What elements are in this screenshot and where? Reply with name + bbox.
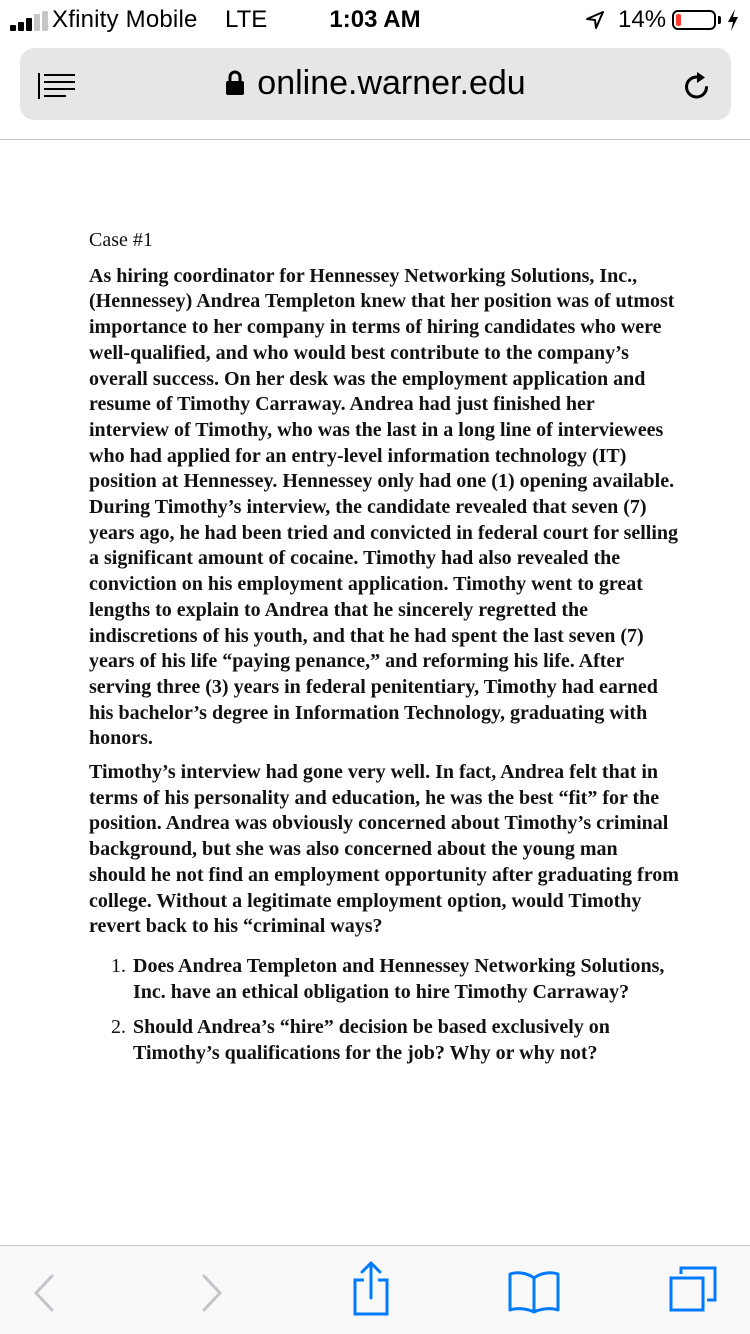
case-title: Case #1 [89,229,153,251]
battery-level-fill [676,14,681,26]
network-type: LTE [225,6,268,33]
battery-cap [718,16,721,24]
tabs-icon [667,1264,719,1314]
url-field[interactable] [20,64,731,103]
clock: 1:03 AM [329,6,421,33]
location-arrow-icon [585,10,605,30]
tabs-button[interactable] [653,1246,733,1334]
bottom-toolbar [0,1246,750,1334]
book-icon [508,1270,560,1314]
question-text: Should Andrea’s “hire” decision be based exclusively on Timothy’s qualifications for the job? Why or why not? [133,1016,610,1065]
back-button[interactable] [4,1246,84,1334]
document-content [89,228,679,1077]
question-item [89,1015,679,1066]
question-list [89,954,679,1067]
charging-bolt-icon [726,8,740,32]
question-item [89,954,679,1005]
lock-icon [225,66,245,92]
address-bar[interactable] [20,48,731,120]
reload-icon[interactable] [681,70,713,102]
bookmarks-button[interactable] [494,1246,574,1334]
chevron-right-icon [200,1274,224,1312]
url-text: online.warner.edu [257,64,526,102]
forward-button[interactable] [172,1246,252,1334]
question-text: Does Andrea Templeton and Hennessey Networking Solutions, Inc. have an ethical obligation to hire Timothy Carraway? [133,954,665,1003]
status-bar [0,0,750,40]
battery-icon [672,10,716,30]
share-button[interactable] [331,1246,411,1334]
share-icon [351,1260,391,1316]
case-paragraph: Timothy’s interview had gone very well. In fact, Andrea felt that in terms of his personality and education, he was the best “fit” for the position. Andrea was obviously concerned about Timothy’s criminal background, but she was also concerned about the young man should he not find an employment opportunity after graduating from college. Without a legitimate employment option, would Timothy revert back to his “criminal ways? [89,761,679,938]
chevron-left-icon [32,1274,56,1312]
battery-percentage: 14% [618,6,667,33]
case-paragraph: As hiring coordinator for Hennessey Networking Solutions, Inc., (Hennessey) Andrea Templeton knew that her position was of utmost importance to her company in terms of hiring candidates who were well-qualified, and who would best contribute to the company’s overall success. On her desk was the employment application and resume of Timothy Carraway. Andrea had just finished her interview of Timothy, who was the last in a long line of interviewees who had applied for an entry-level information technology (IT) position at Hennessey. Hennessey only had one (1) opening available. During Timothy’s interview, the candidate revealed that seven (7) years ago, he had been tried and convicted in federal court for selling a significant amount of cocaine. Timothy had also revealed the conviction on his employment application. Timothy went to great lengths to explain to Andrea that he sincerely regretted the indiscretions of his youth, and that he had spent the last seven (7) years of his life “paying penance,” and reforming his life. After serving three (3) years in federal penitentiary, Timothy had earned his bachelor’s degree in Information Technology, graduating with honors. [89,264,679,750]
question-number: 1. [111,954,126,977]
question-number: 2. [111,1016,126,1039]
header-divider [0,139,750,140]
carrier-name: Xfinity Mobile [52,6,198,33]
